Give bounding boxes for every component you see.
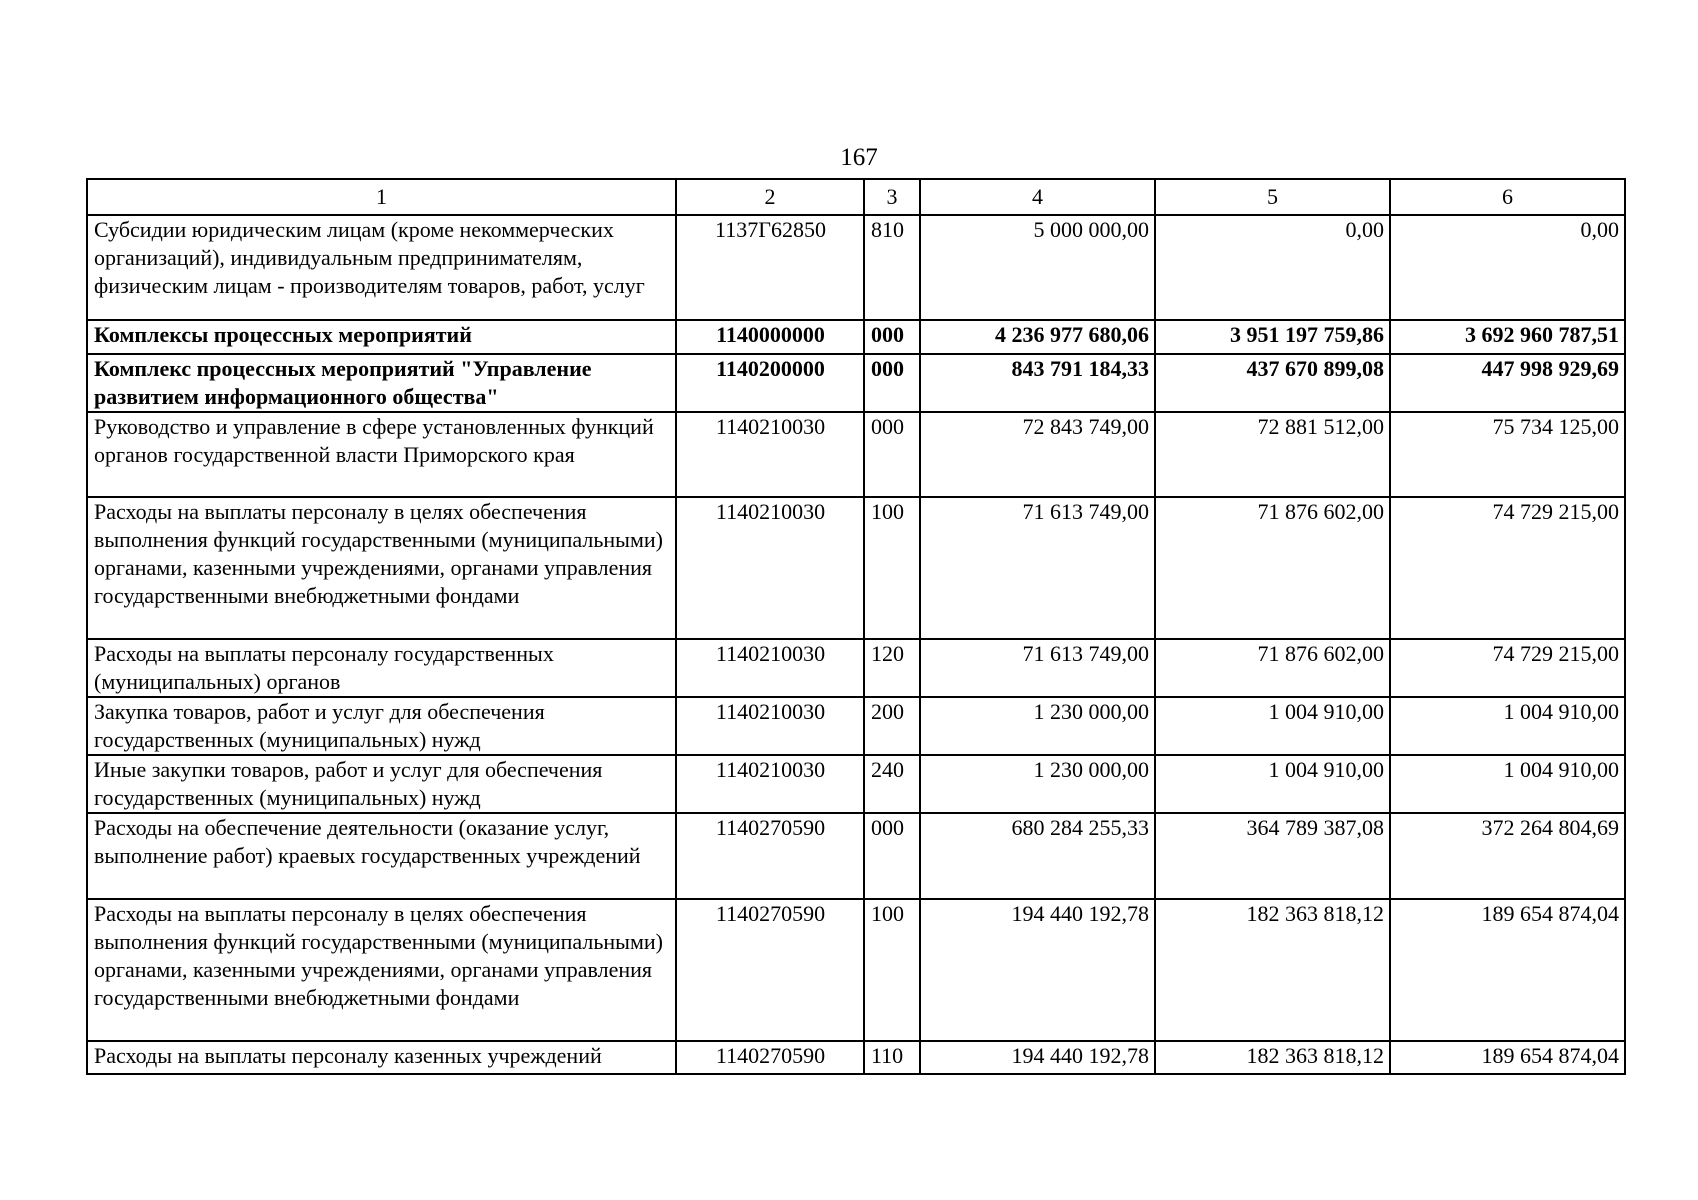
table-row: [87, 755, 1625, 813]
amount-col-4: 71 613 749,00: [920, 639, 1155, 697]
item-name: Расходы на выплаты персоналу государственных (муниципальных) органов: [87, 639, 676, 697]
amount-col-5: 3 951 197 759,86: [1155, 320, 1390, 354]
target-code: 1140200000: [676, 354, 864, 412]
budget-table: [86, 178, 1626, 1075]
target-code: 1140270590: [676, 1041, 864, 1074]
expense-type: 200: [864, 697, 920, 755]
table-row: [87, 412, 1625, 497]
table-row: [87, 320, 1625, 354]
item-name: Комплекс процессных мероприятий "Управление развитием информационного общества": [87, 354, 676, 412]
amount-col-6: 74 729 215,00: [1390, 497, 1625, 639]
expense-type: 110: [864, 1041, 920, 1074]
amount-col-6: 75 734 125,00: [1390, 412, 1625, 497]
amount-col-4: 5 000 000,00: [920, 215, 1155, 320]
target-code: 1140210030: [676, 697, 864, 755]
expense-type: 100: [864, 899, 920, 1041]
amount-col-4: 843 791 184,33: [920, 354, 1155, 412]
expense-type: 240: [864, 755, 920, 813]
amount-col-5: 71 876 602,00: [1155, 497, 1390, 639]
table-row: [87, 497, 1625, 639]
amount-col-4: 71 613 749,00: [920, 497, 1155, 639]
target-code: 1140210030: [676, 755, 864, 813]
amount-col-6: 189 654 874,04: [1390, 1041, 1625, 1074]
table-row: [87, 354, 1625, 412]
amount-col-6: 1 004 910,00: [1390, 755, 1625, 813]
target-code: 1140270590: [676, 899, 864, 1041]
column-header-3: 3: [864, 179, 920, 215]
amount-col-5: 437 670 899,08: [1155, 354, 1390, 412]
amount-col-6: 447 998 929,69: [1390, 354, 1625, 412]
expense-type: 000: [864, 813, 920, 899]
table-row: [87, 899, 1625, 1041]
amount-col-5: 182 363 818,12: [1155, 1041, 1390, 1074]
table-row: [87, 813, 1625, 899]
expense-type: 000: [864, 320, 920, 354]
table-row: [87, 1041, 1625, 1074]
item-name: Иные закупки товаров, работ и услуг для обеспечения государственных (муниципальных) нужд: [87, 755, 676, 813]
expense-type: 120: [864, 639, 920, 697]
amount-col-6: 0,00: [1390, 215, 1625, 320]
amount-col-4: 4 236 977 680,06: [920, 320, 1155, 354]
amount-col-4: 194 440 192,78: [920, 1041, 1155, 1074]
column-header-5: 5: [1155, 179, 1390, 215]
item-name: Расходы на выплаты персоналу казенных учреждений: [87, 1041, 676, 1074]
amount-col-5: 182 363 818,12: [1155, 899, 1390, 1041]
column-header-2: 2: [676, 179, 864, 215]
target-code: 1140210030: [676, 412, 864, 497]
amount-col-6: 372 264 804,69: [1390, 813, 1625, 899]
amount-col-5: 364 789 387,08: [1155, 813, 1390, 899]
table-row: [87, 697, 1625, 755]
amount-col-5: 72 881 512,00: [1155, 412, 1390, 497]
amount-col-4: 1 230 000,00: [920, 755, 1155, 813]
table-row: [87, 215, 1625, 320]
amount-col-5: 1 004 910,00: [1155, 697, 1390, 755]
expense-type: 000: [864, 412, 920, 497]
item-name: Комплексы процессных мероприятий: [87, 320, 676, 354]
page-number: 167: [840, 144, 878, 171]
amount-col-4: 680 284 255,33: [920, 813, 1155, 899]
table-row: [87, 639, 1625, 697]
target-code: 1140210030: [676, 639, 864, 697]
amount-col-5: 0,00: [1155, 215, 1390, 320]
amount-col-4: 72 843 749,00: [920, 412, 1155, 497]
item-name: Закупка товаров, работ и услуг для обеспечения государственных (муниципальных) нужд: [87, 697, 676, 755]
item-name: Руководство и управление в сфере установленных функций органов государственной власти Приморского края: [87, 412, 676, 497]
amount-col-6: 1 004 910,00: [1390, 697, 1625, 755]
item-name: Расходы на выплаты персоналу в целях обеспечения выполнения функций государственными (муниципальными) органами, казенными учреждениями, органами управления государственными внебюджетными фондами: [87, 497, 676, 639]
target-code: 1140210030: [676, 497, 864, 639]
expense-type: 000: [864, 354, 920, 412]
amount-col-6: 189 654 874,04: [1390, 899, 1625, 1041]
column-header-6: 6: [1390, 179, 1625, 215]
column-header-4: 4: [920, 179, 1155, 215]
expense-type: 100: [864, 497, 920, 639]
target-code: 1140270590: [676, 813, 864, 899]
amount-col-5: 1 004 910,00: [1155, 755, 1390, 813]
amount-col-6: 3 692 960 787,51: [1390, 320, 1625, 354]
header-row: [87, 179, 1625, 215]
amount-col-5: 71 876 602,00: [1155, 639, 1390, 697]
column-header-1: 1: [87, 179, 676, 215]
amount-col-4: 1 230 000,00: [920, 697, 1155, 755]
item-name: Расходы на обеспечение деятельности (оказание услуг, выполнение работ) краевых государственных учреждений: [87, 813, 676, 899]
item-name: Субсидии юридическим лицам (кроме некоммерческих организаций), индивидуальным предпринимателям, физическим лицам - производителям товаров, работ, услуг: [87, 215, 676, 320]
expense-type: 810: [864, 215, 920, 320]
amount-col-4: 194 440 192,78: [920, 899, 1155, 1041]
item-name: Расходы на выплаты персоналу в целях обеспечения выполнения функций государственными (муниципальными) органами, казенными учреждениями, органами управления государственными внебюджетными фондами: [87, 899, 676, 1041]
amount-col-6: 74 729 215,00: [1390, 639, 1625, 697]
target-code: 1140000000: [676, 320, 864, 354]
target-code: 1137Г62850: [676, 215, 864, 320]
